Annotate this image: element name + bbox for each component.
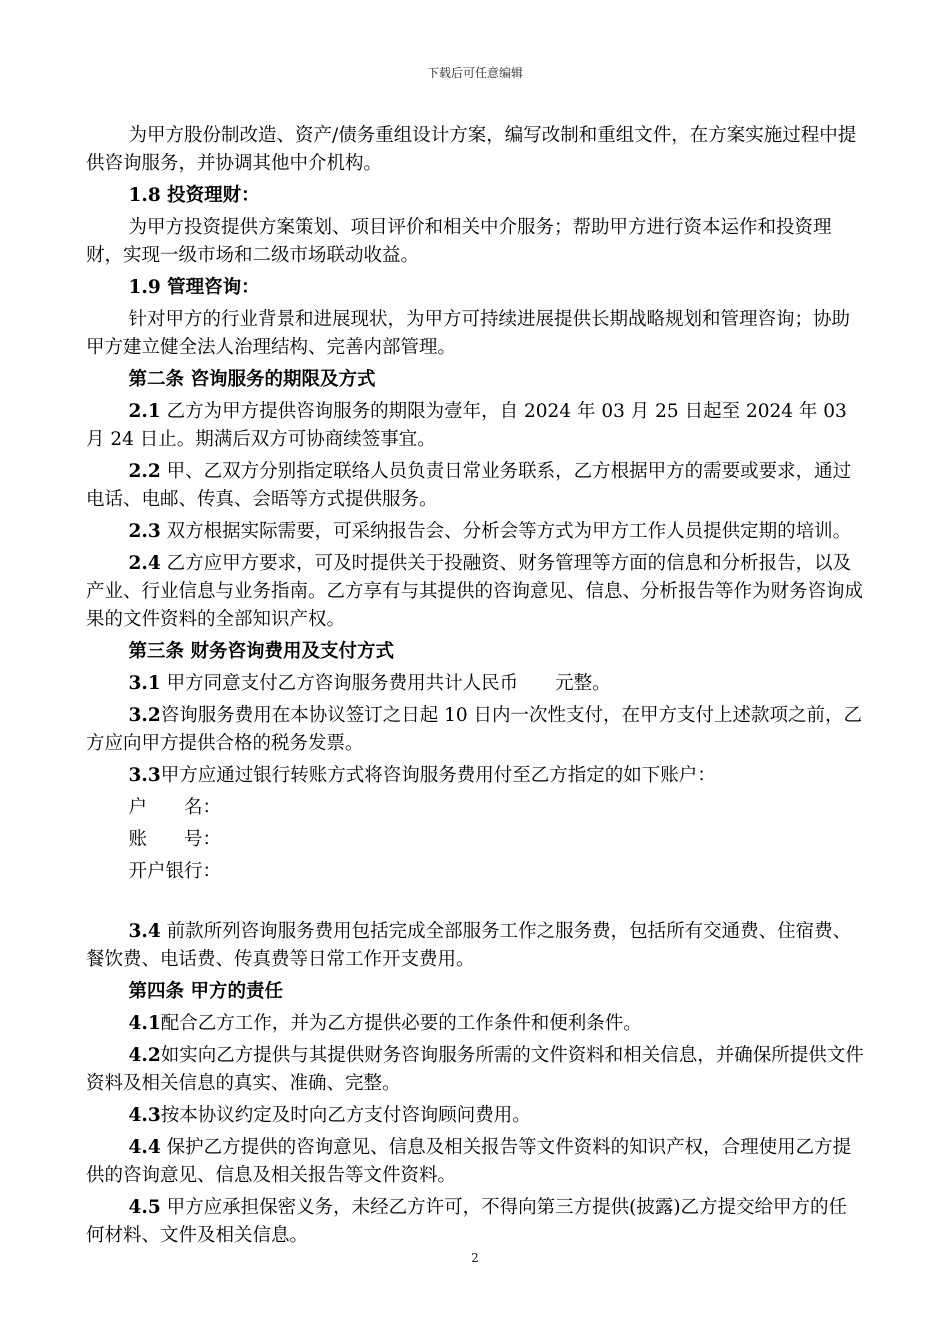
- article-4-heading: 第四条 甲方的责任: [128, 981, 283, 1002]
- clause-text: 甲、乙双方分别指定联络人员负责日常业务联系，乙方根据甲方的需要或要求，通过电话、电邮、传真、会晤等方式提供服务。: [86, 461, 852, 510]
- account-number-label: 账 号：: [128, 829, 222, 850]
- clause-4-5: [86, 1194, 864, 1250]
- clause-3-4: [86, 918, 864, 974]
- clause-text: 双方根据实际需要，可采纳报告会、分析会等方式为甲方工作人员提供定期的培训。: [160, 521, 852, 542]
- account-name-label: 户 名：: [128, 797, 222, 818]
- section-1-9-heading: 1.9 管理咨询：: [128, 277, 260, 298]
- clause-number: 3.1: [128, 673, 161, 694]
- clause-number: 4.3: [128, 1105, 161, 1126]
- blank-line: [86, 890, 864, 918]
- clause-text: 前款所列咨询服务费用包括完成全部服务工作之服务费，包括所有交通费、住宿费、餐饮费、电话费、传真费等日常工作开支费用。: [86, 921, 852, 970]
- clause-text: 如实向乙方提供与其提供财务咨询服务所需的文件资料和相关信息，并确保所提供文件资料及相关信息的真实、准确、完整。: [86, 1045, 864, 1094]
- clause-text: 咨询服务费用在本协议签订之日起 10 日内一次性支付，在甲方支付上述款项之前，乙方应向甲方提供合格的税务发票。: [86, 705, 863, 754]
- page-number: 2: [471, 1251, 479, 1265]
- section-1-8-text: 为甲方投资提供方案策划、项目评价和相关中介服务；帮助甲方进行资本运作和投资理财，实现一级市场和二级市场联动收益。: [86, 217, 832, 266]
- clause-number: 4.5: [128, 1197, 161, 1218]
- clause-3-3: [86, 762, 864, 790]
- clause-4-3: [86, 1102, 864, 1130]
- clause-3-2: [86, 702, 864, 758]
- bank-account-block: [86, 794, 864, 886]
- clause-3-1: [86, 670, 864, 698]
- section-1-8-heading: 1.8 投资理财：: [128, 185, 260, 206]
- clause-number: 3.2: [128, 705, 161, 726]
- article-2-heading: 第二条 咨询服务的期限及方式: [128, 369, 376, 390]
- clause-text: 甲方同意支付乙方咨询服务费用共计人民币 元整。: [160, 673, 611, 694]
- clause-4-1: [86, 1010, 864, 1038]
- clause-number: 2.2: [128, 461, 161, 482]
- document-body: [86, 122, 864, 1254]
- clause-number: 4.1: [128, 1013, 161, 1034]
- clause-number: 4.4: [128, 1137, 161, 1158]
- clause-2-3: [86, 518, 864, 546]
- clause-2-4: [86, 550, 864, 634]
- clause-number: 3.4: [128, 921, 161, 942]
- clause-number: 2.1: [128, 401, 161, 422]
- clause-text: 甲方应承担保密义务，未经乙方许可，不得向第三方提供(披露)乙方提交给甲方的任何材料、文件及相关信息。: [86, 1197, 848, 1246]
- clause-text: 乙方应甲方要求，可及时提供关于投融资、财务管理等方面的信息和分析报告，以及产业、行业信息与业务指南。乙方享有与其提供的咨询意见、信息、分析报告等作为财务咨询成果的文件资料的全部知识产权。: [86, 553, 864, 630]
- clause-number: 4.2: [128, 1045, 161, 1066]
- clause-number: 2.4: [128, 553, 161, 574]
- page-header: 下载后可任意编辑: [426, 66, 523, 80]
- clause-number: 3.3: [128, 765, 161, 786]
- section-1-9-text: 针对甲方的行业背景和进展现状，为甲方可持续进展提供长期战略规划和管理咨询；协助甲方建立健全法人治理结构、完善内部管理。: [86, 309, 851, 358]
- clause-text: 乙方为甲方提供咨询服务的期限为壹年，自 2024 年 03 月 25 日起至 2024 年 03 月 24 日止。期满后双方可协商续签事宜。: [86, 401, 847, 450]
- paragraph-restructuring: 为甲方股份制改造、资产/债务重组设计方案，编写改制和重组文件，在方案实施过程中提供咨询服务，并协调其他中介机构。: [86, 125, 857, 174]
- clause-text: 配合乙方工作，并为乙方提供必要的工作条件和便利条件。: [160, 1013, 642, 1034]
- article-3-heading: 第三条 财务咨询费用及支付方式: [128, 641, 394, 662]
- account-bank-label: 开户银行：: [128, 861, 222, 882]
- clause-2-1: [86, 398, 864, 454]
- clause-text: 保护乙方提供的咨询意见、信息及相关报告等文件资料的知识产权，合理使用乙方提供的咨询意见、信息及相关报告等文件资料。: [86, 1137, 852, 1186]
- clause-4-4: [86, 1134, 864, 1190]
- clause-4-2: [86, 1042, 864, 1098]
- clause-2-2: [86, 458, 864, 514]
- clause-number: 2.3: [128, 521, 161, 542]
- clause-text: 按本协议约定及时向乙方支付咨询顾问费用。: [160, 1105, 531, 1126]
- clause-text: 甲方应通过银行转账方式将咨询服务费用付至乙方指定的如下账户：: [160, 765, 716, 786]
